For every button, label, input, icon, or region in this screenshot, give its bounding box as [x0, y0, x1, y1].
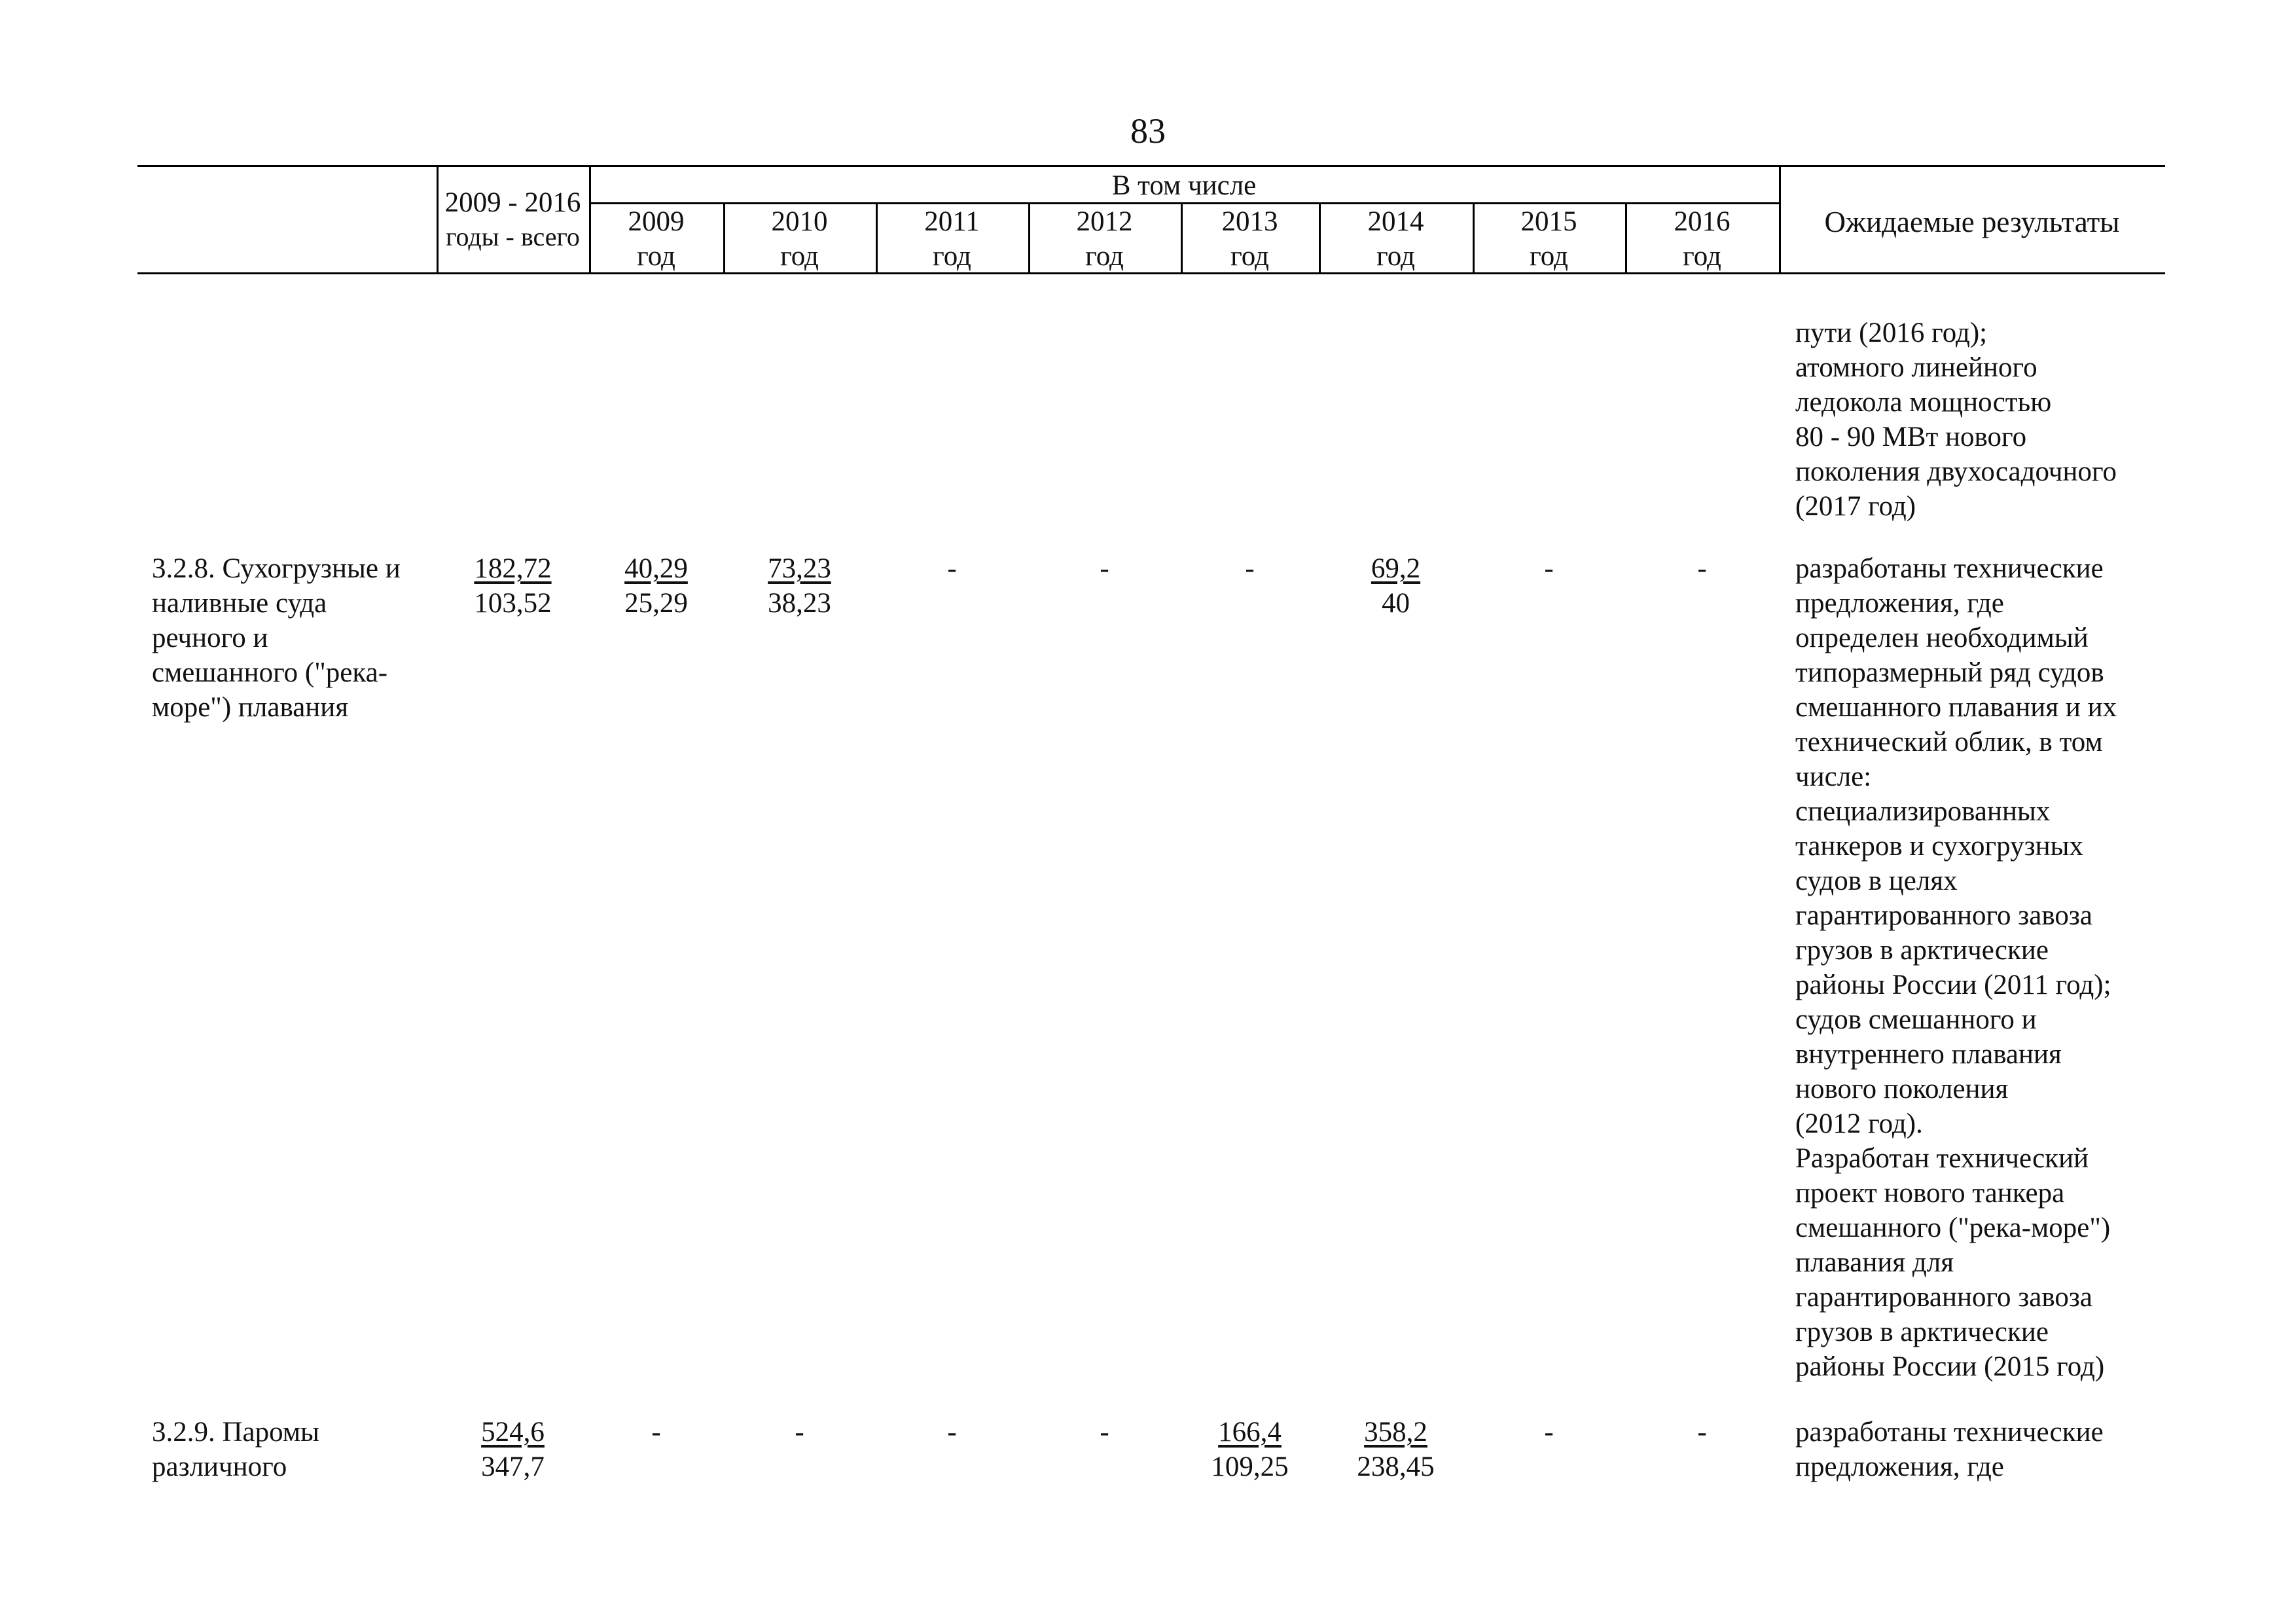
page-number: 83	[1130, 111, 1166, 151]
row-name: 3.2.8. Сухогрузные и наливные суда речного и смешанного ("река- море") плавания	[152, 553, 401, 723]
value-2010: -	[795, 1417, 804, 1448]
value-2015: -	[1544, 1417, 1554, 1448]
row-result: разработаны технические предложения, где	[1795, 1417, 2104, 1482]
header-year-2010: 2010	[771, 206, 828, 237]
value-2016: -	[1697, 553, 1707, 584]
header-unit-2012: год	[1085, 241, 1124, 272]
value-2016: -	[1697, 1417, 1707, 1448]
value-2010: 73,23 38,23	[768, 553, 831, 619]
header-unit-2014: год	[1376, 241, 1415, 272]
row-result: разработаны технические предложения, где определен необходимый типоразмерный ряд судов смешанного плавания и их технический облик, в том числе: специализированных танкеров и сухогрузных судов в целях гарантированного завоза грузов в арктические районы России (2011 год); судов смешанного и внутреннего плавания нового поколения (2012 год). Разработан технический проект нового танкера смешанного ("река-море") плавания для гарантированного завоза грузов в арктические районы России (2015 год)	[1795, 553, 2117, 1382]
header-year-2011: 2011	[924, 206, 980, 237]
value-2009: 40,29 25,29	[624, 553, 688, 619]
header-year-2014: 2014	[1367, 206, 1424, 237]
header-results: Ожидаемые результаты	[1824, 206, 2120, 238]
total-value: 182,72 103,52	[474, 553, 552, 619]
header-year-2015: 2015	[1520, 206, 1577, 237]
header-unit-2010: год	[780, 241, 819, 272]
header-unit-2016: год	[1683, 241, 1721, 272]
value-2014: 358,2 238,45	[1357, 1417, 1435, 1482]
continued-result: пути (2016 год); атомного линейного ледокола мощностью 80 - 90 МВт нового поколения двухосадочного (2017 год)	[1795, 318, 2117, 522]
header-year-2009: 2009	[628, 206, 685, 237]
header-unit-2015: год	[1530, 241, 1568, 272]
value-2011: -	[947, 553, 957, 584]
header-unit-2011: год	[933, 241, 971, 272]
total-value: 524,6 347,7	[481, 1417, 545, 1482]
header-unit-2009: год	[637, 241, 675, 272]
header-total-line1: 2009 - 2016	[444, 187, 581, 218]
header-total-line2: годы - всего	[446, 222, 580, 251]
value-2013: 166,4 109,25	[1211, 1417, 1289, 1482]
value-2014: 69,2 40	[1371, 553, 1421, 619]
value-2011: -	[947, 1417, 957, 1448]
header-year-2016: 2016	[1674, 206, 1731, 237]
value-2012: -	[1100, 553, 1109, 584]
header-unit-2013: год	[1230, 241, 1269, 272]
value-2012: -	[1100, 1417, 1109, 1448]
value-2013: -	[1245, 553, 1255, 584]
row-name: 3.2.9. Паромы различного	[152, 1417, 319, 1482]
header-year-2013: 2013	[1221, 206, 1278, 237]
header-year-2012: 2012	[1076, 206, 1133, 237]
value-2015: -	[1544, 553, 1554, 584]
header-including: В том числе	[1111, 170, 1257, 201]
value-2009: -	[651, 1417, 661, 1448]
